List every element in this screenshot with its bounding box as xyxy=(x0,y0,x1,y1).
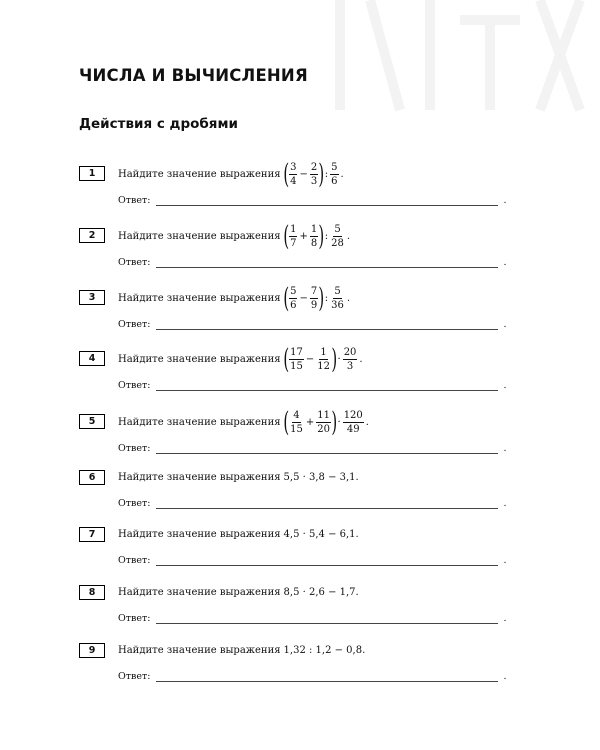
section-title: Действия с дробями xyxy=(79,116,238,132)
fraction: $\frac{1}{8}$ xyxy=(310,223,318,249)
task-number: 2 xyxy=(79,228,105,243)
answer-field[interactable] xyxy=(156,614,498,624)
fraction: $\frac{3}{4}$ xyxy=(290,161,297,187)
left-paren: ( xyxy=(282,282,289,314)
question-line xyxy=(118,343,363,375)
fraction: $\frac{2}{3}$ xyxy=(310,161,318,187)
task-item xyxy=(79,406,519,467)
answer-end-dot: . xyxy=(503,613,507,624)
task-number: 7 xyxy=(79,527,105,542)
operator: · xyxy=(337,353,341,365)
fraction: $\frac{17}{15}$ xyxy=(290,346,303,372)
fraction: $\frac{5}{36}$ xyxy=(331,285,344,311)
question-line xyxy=(118,282,351,314)
answer-end-dot: . xyxy=(503,380,507,391)
answer-end-dot: . xyxy=(503,257,507,268)
expression-text: 8,5 · 2,6 − 1,7. xyxy=(283,586,359,598)
left-paren: ( xyxy=(282,158,289,190)
answer-end-dot: . xyxy=(503,443,507,454)
expression-end: . xyxy=(346,230,351,242)
task-number: 1 xyxy=(79,166,105,181)
operator: − xyxy=(299,168,308,180)
task-number: 9 xyxy=(79,643,105,658)
operator: : xyxy=(324,230,329,242)
operator: + xyxy=(305,416,315,428)
task-item xyxy=(79,343,519,404)
expression-end: . xyxy=(365,416,369,428)
expression-end: . xyxy=(359,353,363,365)
task-item xyxy=(79,220,519,281)
chapter-title: ЧИСЛА И ВЫЧИСЛЕНИЯ xyxy=(79,66,308,85)
answer-row xyxy=(118,319,507,330)
left-paren: ( xyxy=(282,406,289,438)
task-item xyxy=(79,158,519,219)
question-prompt: Найдите значение выражения xyxy=(118,644,281,656)
right-paren: ) xyxy=(331,343,338,375)
operator: − xyxy=(299,292,308,304)
answer-field[interactable] xyxy=(156,258,498,268)
answer-row xyxy=(118,613,507,624)
expression-text: 5,5 · 3,8 − 3,1. xyxy=(283,471,359,483)
question-prompt: Найдите значение выражения xyxy=(118,528,281,540)
answer-row xyxy=(118,380,507,391)
watermark-decoration xyxy=(300,0,600,120)
question-prompt: Найдите значение выражения xyxy=(118,353,281,365)
answer-label: Ответ: xyxy=(118,195,151,206)
task-item xyxy=(79,585,519,641)
operator: − xyxy=(305,353,315,365)
expression-text: 1,32 : 1,2 − 0,8. xyxy=(283,644,366,656)
fraction: $\frac{120}{49}$ xyxy=(343,409,363,435)
expression-text: 4,5 · 5,4 − 6,1. xyxy=(283,528,359,540)
right-paren: ) xyxy=(331,406,338,438)
operator: : xyxy=(324,292,329,304)
answer-label: Ответ: xyxy=(118,613,151,624)
question-line xyxy=(118,158,344,190)
fraction: $\frac{7}{9}$ xyxy=(310,285,318,311)
operator: + xyxy=(299,230,308,242)
task-number: 3 xyxy=(79,290,105,305)
right-paren: ) xyxy=(318,220,325,252)
question-prompt: Найдите значение выражения xyxy=(118,230,281,242)
fraction: $\frac{5}{6}$ xyxy=(331,161,338,187)
operator: : xyxy=(324,168,329,180)
answer-end-dot: . xyxy=(503,555,507,566)
left-paren: ( xyxy=(282,343,289,375)
fraction: $\frac{4}{15}$ xyxy=(290,409,303,435)
task-number: 8 xyxy=(79,585,105,600)
answer-label: Ответ: xyxy=(118,671,151,682)
fraction: $\frac{20}{3}$ xyxy=(343,346,357,372)
expression-end: . xyxy=(340,168,344,180)
answer-field[interactable] xyxy=(156,320,498,330)
expression-end: . xyxy=(346,292,351,304)
answer-row xyxy=(118,671,507,682)
answer-label: Ответ: xyxy=(118,319,151,330)
answer-end-dot: . xyxy=(503,498,507,509)
answer-row xyxy=(118,498,507,509)
left-paren: ( xyxy=(282,220,289,252)
right-paren: ) xyxy=(318,158,325,190)
answer-label: Ответ: xyxy=(118,257,151,268)
question-prompt: Найдите значение выражения xyxy=(118,416,281,428)
right-paren: ) xyxy=(318,282,325,314)
fraction: $\frac{1}{7}$ xyxy=(290,223,297,249)
question-prompt: Найдите значение выражения xyxy=(118,586,281,598)
answer-row xyxy=(118,257,507,268)
question-line xyxy=(118,527,359,541)
answer-label: Ответ: xyxy=(118,443,151,454)
answer-row xyxy=(118,443,507,454)
question-line xyxy=(118,643,365,657)
answer-label: Ответ: xyxy=(118,380,151,391)
question-prompt: Найдите значение выражения xyxy=(118,168,281,180)
task-number: 6 xyxy=(79,470,105,485)
fraction: $\frac{1}{12}$ xyxy=(317,346,330,372)
task-item xyxy=(79,282,519,343)
answer-label: Ответ: xyxy=(118,498,151,509)
question-prompt: Найдите значение выражения xyxy=(118,292,281,304)
fraction: $\frac{5}{28}$ xyxy=(331,223,344,249)
question-line xyxy=(118,220,351,252)
answer-label: Ответ: xyxy=(118,555,151,566)
question-line xyxy=(118,406,369,438)
answer-field[interactable] xyxy=(156,499,498,509)
operator: · xyxy=(337,416,341,428)
answer-field[interactable] xyxy=(156,196,498,206)
question-line xyxy=(118,585,359,599)
answer-field[interactable] xyxy=(156,444,498,454)
answer-row xyxy=(118,555,507,566)
answer-field[interactable] xyxy=(156,672,498,682)
task-item xyxy=(79,527,519,583)
answer-end-dot: . xyxy=(503,671,507,682)
answer-field[interactable] xyxy=(156,556,498,566)
question-line xyxy=(118,470,359,484)
answer-row xyxy=(118,195,507,206)
answer-end-dot: . xyxy=(503,195,507,206)
task-item xyxy=(79,643,519,699)
task-number: 4 xyxy=(79,351,105,366)
question-prompt: Найдите значение выражения xyxy=(118,471,281,483)
task-item xyxy=(79,470,519,526)
answer-field[interactable] xyxy=(156,381,498,391)
task-number: 5 xyxy=(79,414,105,429)
fraction: $\frac{11}{20}$ xyxy=(317,409,330,435)
fraction: $\frac{5}{6}$ xyxy=(290,285,297,311)
answer-end-dot: . xyxy=(503,319,507,330)
